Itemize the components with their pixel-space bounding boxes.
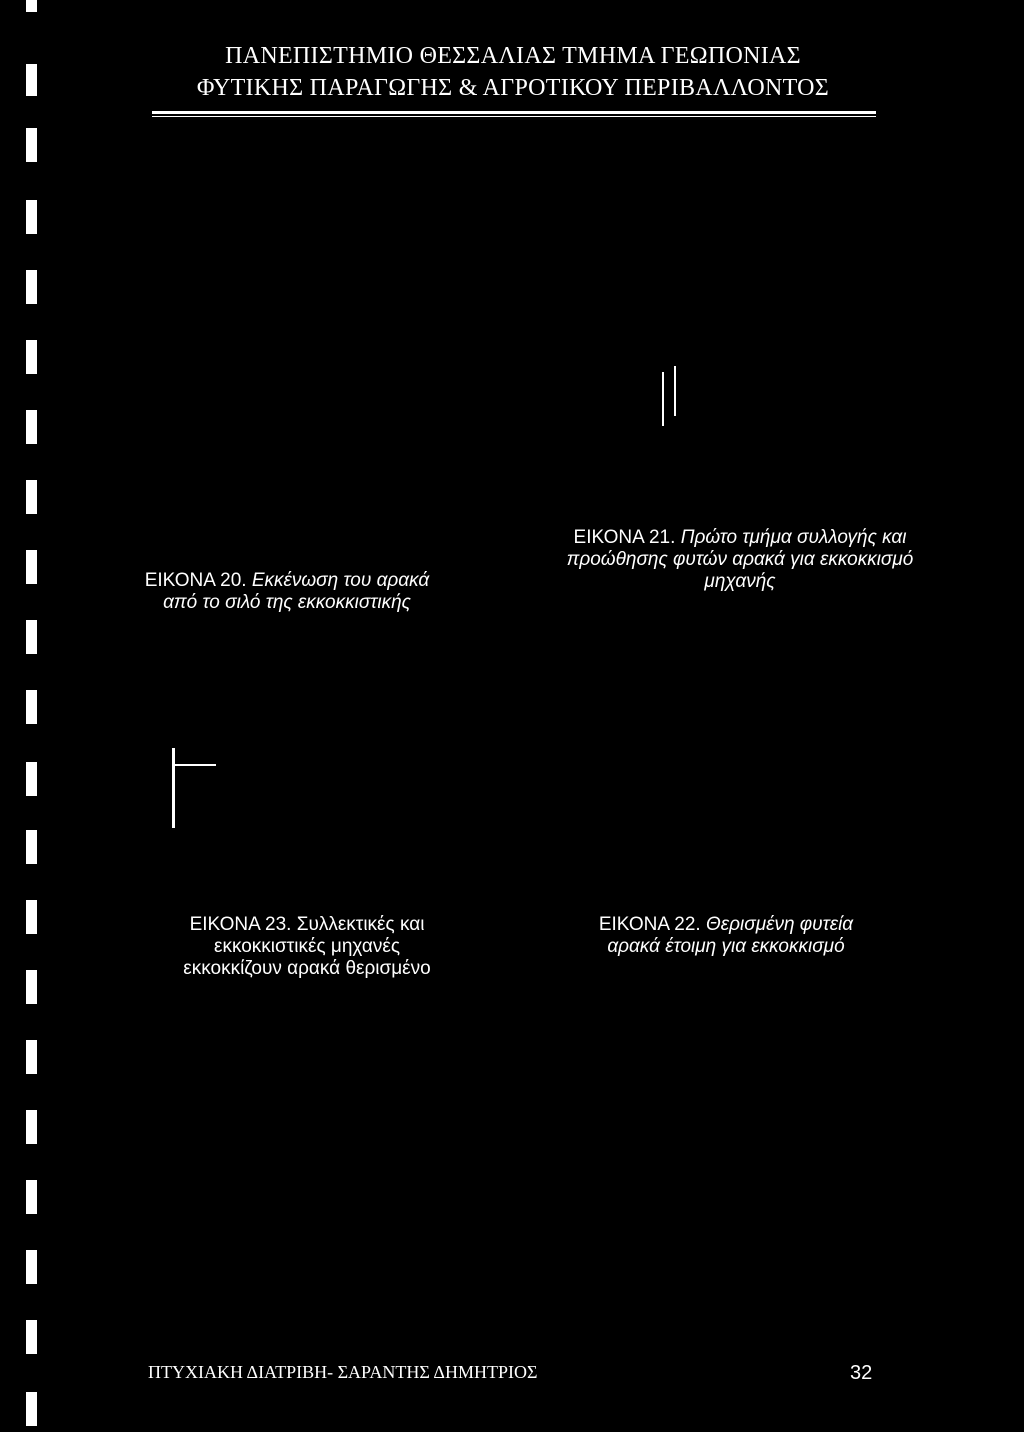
film-hole [26, 620, 37, 654]
caption-text: Συλλεκτικές και [296, 914, 425, 935]
caption-text: προώθησης φυτών αρακά για εκκοκκισμό [566, 549, 914, 570]
figure-20-caption [122, 570, 452, 614]
image-remnant-mark [674, 366, 676, 416]
figure-23-caption [152, 914, 462, 980]
film-hole [26, 200, 37, 234]
film-hole [26, 1250, 37, 1284]
figure-number: ΕΙΚΟΝΑ 20. [144, 570, 247, 591]
header-line-2: ΦΥΤΙΚΗΣ ΠΑΡΑΓΩΓΗΣ & ΑΓΡΟΤΙΚΟΥ ΠΕΡΙΒΑΛΛΟΝΤΟΣ [196, 75, 830, 101]
film-hole [26, 1392, 37, 1426]
film-hole [26, 1040, 37, 1074]
film-hole [26, 64, 37, 96]
image-remnant-mark [172, 764, 216, 766]
film-hole [26, 970, 37, 1004]
header-line-1: ΠΑΝΕΠΙΣΤΗΜΙΟ ΘΕΣΣΑΛΙΑΣ ΤΜΗΜΑ ΓΕΩΠΟΝΙΑΣ [225, 43, 801, 69]
caption-text: εκκοκκίζουν αρακά θερισμένο [183, 958, 431, 979]
film-hole [26, 128, 37, 162]
figure-number: ΕΙΚΟΝΑ 22. [598, 914, 701, 935]
caption-text: μηχανής [704, 571, 776, 592]
caption-text: Εκκένωση του αρακά [251, 570, 430, 591]
film-hole [26, 340, 37, 374]
caption-text: αρακά έτοιμη για εκκοκκισμό [607, 936, 845, 957]
film-hole [26, 410, 37, 444]
figure-21-caption [540, 527, 940, 593]
figure-number: ΕΙΚΟΝΑ 21. [573, 527, 676, 548]
footer-title: ΠΤΥΧΙΑΚΗ ΔΙΑΤΡΙΒΗ- ΣΑΡΑΝΤΗΣ ΔΗΜΗΤΡΙΟΣ [148, 1362, 538, 1382]
film-hole [26, 830, 37, 864]
header-rule-thin [152, 116, 876, 117]
caption-text: εκκοκκιστικές μηχανές [214, 936, 400, 957]
image-remnant-mark [662, 372, 664, 426]
figure-number: ΕΙΚΟΝΑ 23. [189, 914, 292, 935]
film-hole [26, 1110, 37, 1144]
image-remnant-mark [172, 748, 175, 828]
page-number: 32 [850, 1362, 873, 1384]
film-hole [26, 1320, 37, 1354]
film-hole [26, 550, 37, 584]
film-hole [26, 762, 37, 796]
caption-text: Θερισμένη φυτεία [706, 914, 854, 935]
film-hole [26, 270, 37, 304]
caption-text: από το σιλό της εκκοκκιστικής [163, 592, 411, 613]
page-header [150, 40, 876, 104]
film-hole [26, 900, 37, 934]
film-hole [26, 690, 37, 724]
film-hole [26, 0, 37, 12]
film-hole [26, 480, 37, 514]
figure-22-caption [566, 914, 886, 958]
header-rule [152, 111, 876, 114]
film-hole [26, 1180, 37, 1214]
caption-text: Πρώτο τμήμα συλλογής και [680, 527, 907, 548]
